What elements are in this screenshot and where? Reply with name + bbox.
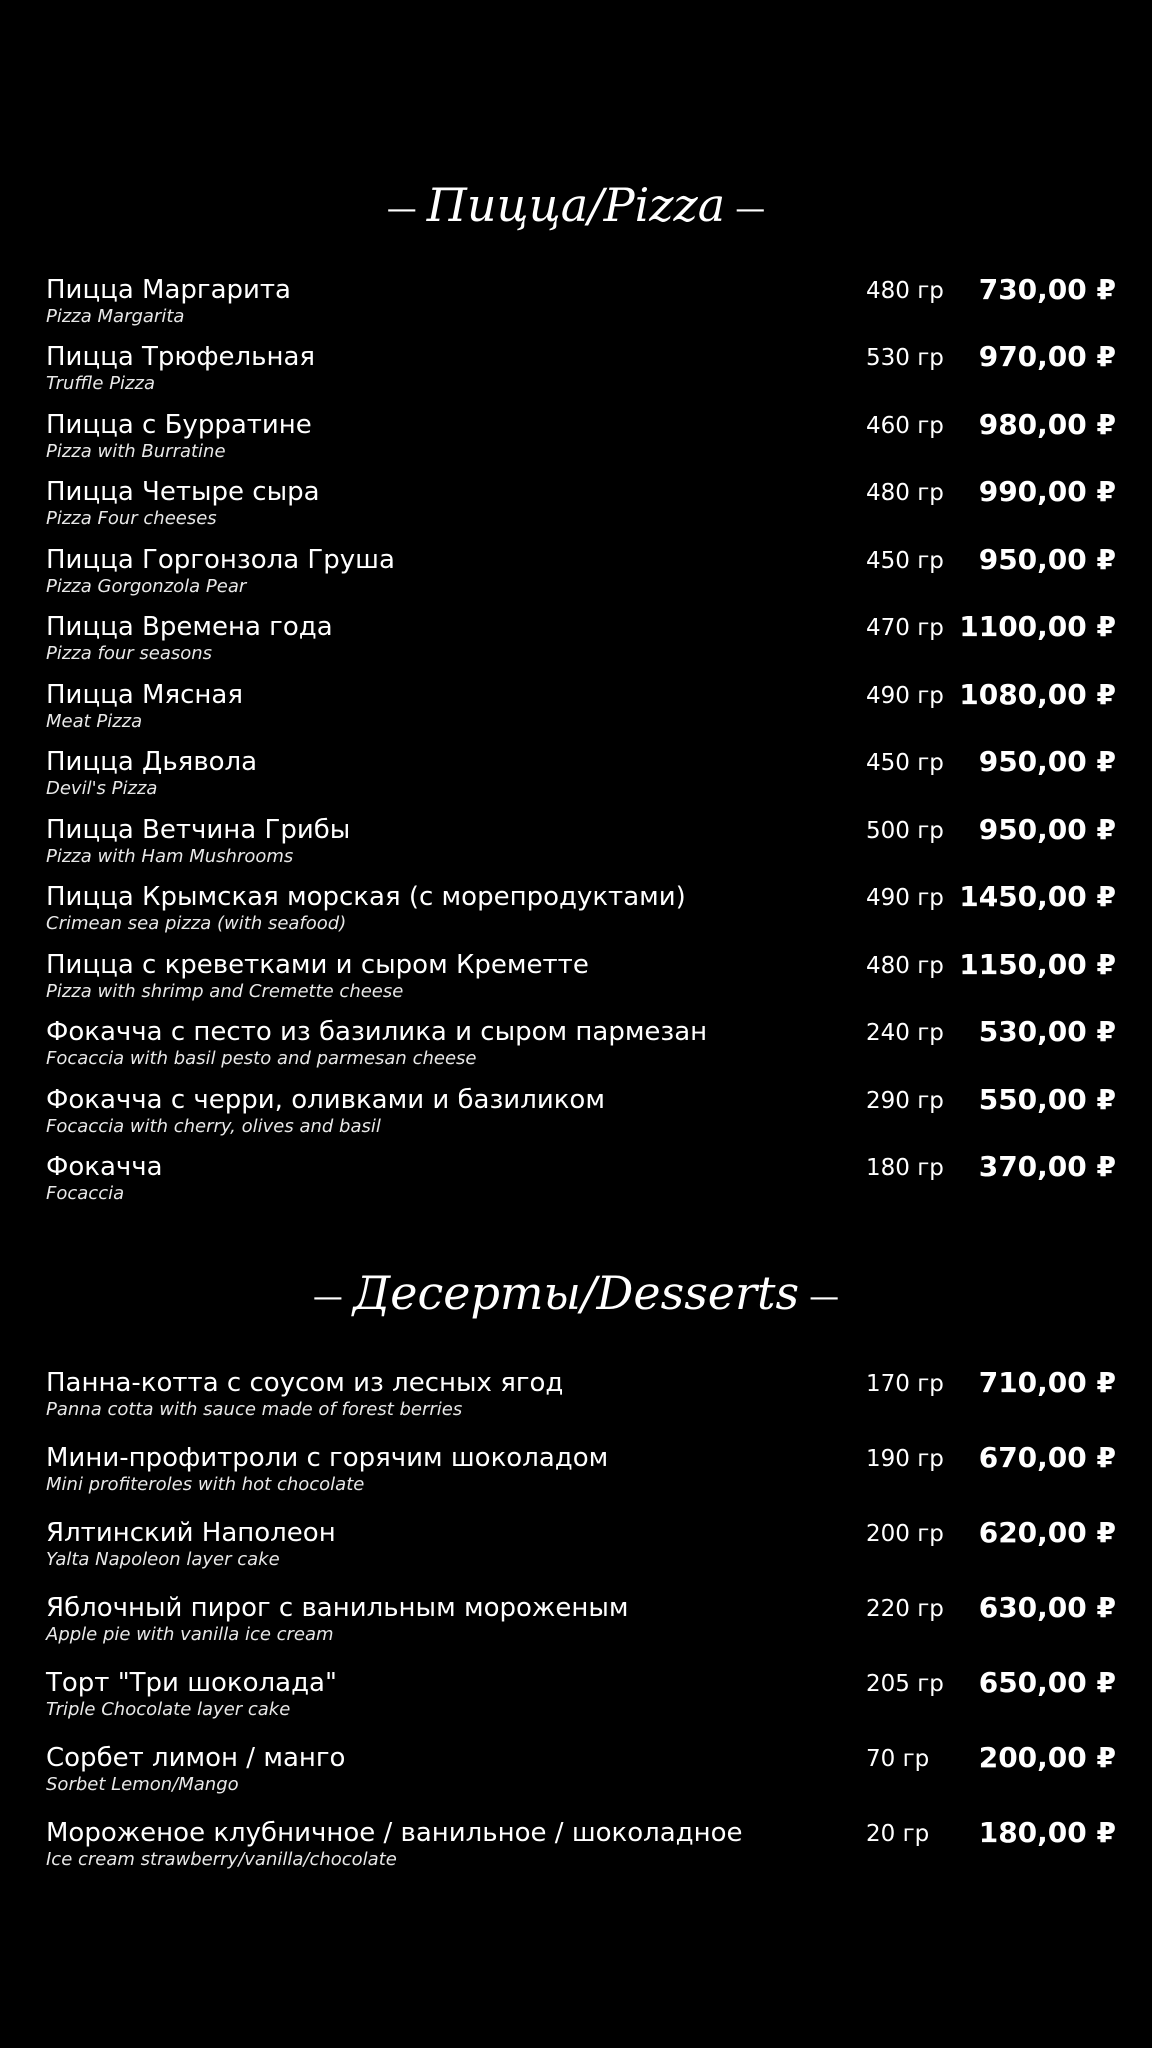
- item-name: Пицца Крымская морская (с морепродуктами): [46, 882, 686, 912]
- item-weight: 70 гр: [866, 1746, 930, 1772]
- menu-item: [46, 1742, 1116, 1802]
- item-subtitle: Apple pie with vanilla ice cream: [46, 1624, 334, 1645]
- menu-item: [46, 1442, 1116, 1502]
- item-price: 1150,00 ₽: [959, 948, 1116, 981]
- menu-item: [46, 814, 1116, 874]
- item-weight: 480 гр: [866, 278, 944, 304]
- item-price: 970,00 ₽: [978, 340, 1116, 373]
- item-weight: 220 гр: [866, 1596, 944, 1622]
- item-name: Пицца с креветками и сыром Креметте: [46, 950, 589, 980]
- item-weight: 480 гр: [866, 953, 944, 979]
- menu-item: [46, 274, 1116, 334]
- item-weight: 200 гр: [866, 1521, 944, 1547]
- item-price: 180,00 ₽: [978, 1816, 1116, 1849]
- item-subtitle: Panna cotta with sauce made of forest berries: [46, 1399, 463, 1420]
- menu-item: [46, 679, 1116, 739]
- menu-item: [46, 1592, 1116, 1652]
- item-subtitle: Pizza with shrimp and Cremette cheese: [46, 981, 404, 1002]
- item-price: 1100,00 ₽: [959, 610, 1116, 643]
- pizza-section-title: [0, 178, 1152, 232]
- item-price: 950,00 ₽: [978, 543, 1116, 576]
- item-subtitle: Pizza Four cheeses: [46, 508, 217, 529]
- item-name: Пицца Мясная: [46, 680, 243, 710]
- item-price: 950,00 ₽: [978, 745, 1116, 778]
- item-name: Фокачча с черри, оливками и базиликом: [46, 1085, 605, 1115]
- item-name: Ялтинский Наполеон: [46, 1518, 336, 1548]
- item-weight: 500 гр: [866, 818, 944, 844]
- item-name: Пицца Дьявола: [46, 747, 258, 777]
- item-weight: 490 гр: [866, 683, 944, 709]
- item-price: 620,00 ₽: [978, 1516, 1116, 1549]
- item-subtitle: Yalta Napoleon layer cake: [46, 1549, 280, 1570]
- menu-item: [46, 1667, 1116, 1727]
- item-price: 710,00 ₽: [978, 1366, 1116, 1399]
- item-weight: 480 гр: [866, 480, 944, 506]
- item-subtitle: Pizza with Burratine: [46, 441, 226, 462]
- menu-item: [46, 476, 1116, 536]
- item-subtitle: Mini profiteroles with hot chocolate: [46, 1474, 365, 1495]
- item-price: 990,00 ₽: [978, 475, 1116, 508]
- item-price: 730,00 ₽: [978, 273, 1116, 306]
- menu-item: [46, 881, 1116, 941]
- menu-item: [46, 1367, 1116, 1427]
- title-dash-right: —: [735, 191, 766, 227]
- item-price: 1450,00 ₽: [959, 880, 1116, 913]
- desserts-section-title: [0, 1266, 1152, 1320]
- item-name: Пицца Трюфельная: [46, 342, 316, 372]
- item-subtitle: Truffle Pizza: [46, 373, 155, 394]
- item-price: 630,00 ₽: [978, 1591, 1116, 1624]
- item-price: 370,00 ₽: [978, 1150, 1116, 1183]
- menu-item: [46, 1517, 1116, 1577]
- menu-item: [46, 1817, 1116, 1877]
- menu-item: [46, 544, 1116, 604]
- menu-item: [46, 949, 1116, 1009]
- item-weight: 240 гр: [866, 1020, 944, 1046]
- item-subtitle: Meat Pizza: [46, 711, 143, 732]
- item-weight: 170 гр: [866, 1371, 944, 1397]
- pizza-title-text: Пицца/Pizza: [426, 178, 726, 232]
- menu-item: [46, 1084, 1116, 1144]
- item-name: Пицца с Бурратине: [46, 410, 312, 440]
- item-subtitle: Pizza with Ham Mushrooms: [46, 846, 294, 867]
- desserts-title-text: Десерты/Desserts: [352, 1266, 800, 1320]
- item-price: 1080,00 ₽: [959, 678, 1116, 711]
- item-subtitle: Triple Chocolate layer cake: [46, 1699, 291, 1720]
- item-name: Мини-профитроли с горячим шоколадом: [46, 1443, 609, 1473]
- item-weight: 470 гр: [866, 615, 944, 641]
- menu-item: [46, 341, 1116, 401]
- item-subtitle: Focaccia with basil pesto and parmesan cheese: [46, 1048, 477, 1069]
- item-price: 200,00 ₽: [978, 1741, 1116, 1774]
- item-weight: 490 гр: [866, 885, 944, 911]
- item-name: Пицца Горгонзола Груша: [46, 545, 395, 575]
- item-price: 650,00 ₽: [978, 1666, 1116, 1699]
- item-name: Пицца Маргарита: [46, 275, 291, 305]
- item-subtitle: Devil's Pizza: [46, 778, 158, 799]
- item-price: 980,00 ₽: [978, 408, 1116, 441]
- item-name: Мороженое клубничное / ванильное / шоколадное: [46, 1818, 743, 1848]
- item-name: Яблочный пирог с ванильным мороженым: [46, 1593, 629, 1623]
- item-weight: 450 гр: [866, 750, 944, 776]
- item-name: Сорбет лимон / манго: [46, 1743, 346, 1773]
- title-dash-left: —: [312, 1279, 343, 1315]
- item-weight: 290 гр: [866, 1088, 944, 1114]
- item-subtitle: Ice cream strawberry/vanilla/chocolate: [46, 1849, 397, 1870]
- menu-item: [46, 1016, 1116, 1076]
- item-name: Фокачча с песто из базилика и сыром пармезан: [46, 1017, 708, 1047]
- title-dash-right: —: [809, 1279, 840, 1315]
- item-price: 550,00 ₽: [978, 1083, 1116, 1116]
- item-subtitle: Pizza Margarita: [46, 306, 185, 327]
- item-name: Пицца Четыре сыра: [46, 477, 320, 507]
- title-dash-left: —: [386, 191, 417, 227]
- item-subtitle: Focaccia with cherry, olives and basil: [46, 1116, 381, 1137]
- item-weight: 530 гр: [866, 345, 944, 371]
- item-name: Пицца Времена года: [46, 612, 333, 642]
- item-price: 950,00 ₽: [978, 813, 1116, 846]
- menu-item: [46, 746, 1116, 806]
- item-name: Пицца Ветчина Грибы: [46, 815, 351, 845]
- item-weight: 450 гр: [866, 548, 944, 574]
- item-price: 530,00 ₽: [978, 1015, 1116, 1048]
- item-weight: 20 гр: [866, 1821, 930, 1847]
- menu-item: [46, 1151, 1116, 1211]
- item-name: Панна-котта с соусом из лесных ягод: [46, 1368, 564, 1398]
- item-price: 670,00 ₽: [978, 1441, 1116, 1474]
- item-subtitle: Focaccia: [46, 1183, 125, 1204]
- item-name: Фокачча: [46, 1152, 163, 1182]
- item-subtitle: Crimean sea pizza (with seafood): [46, 913, 347, 934]
- item-name: Торт "Три шоколада": [46, 1668, 337, 1698]
- item-subtitle: Pizza four seasons: [46, 643, 213, 664]
- item-weight: 205 гр: [866, 1671, 944, 1697]
- item-subtitle: Pizza Gorgonzola Pear: [46, 576, 247, 597]
- menu-item: [46, 611, 1116, 671]
- item-subtitle: Sorbet Lemon/Mango: [46, 1774, 239, 1795]
- item-weight: 180 гр: [866, 1155, 944, 1181]
- menu-item: [46, 409, 1116, 469]
- item-weight: 460 гр: [866, 413, 944, 439]
- item-weight: 190 гр: [866, 1446, 944, 1472]
